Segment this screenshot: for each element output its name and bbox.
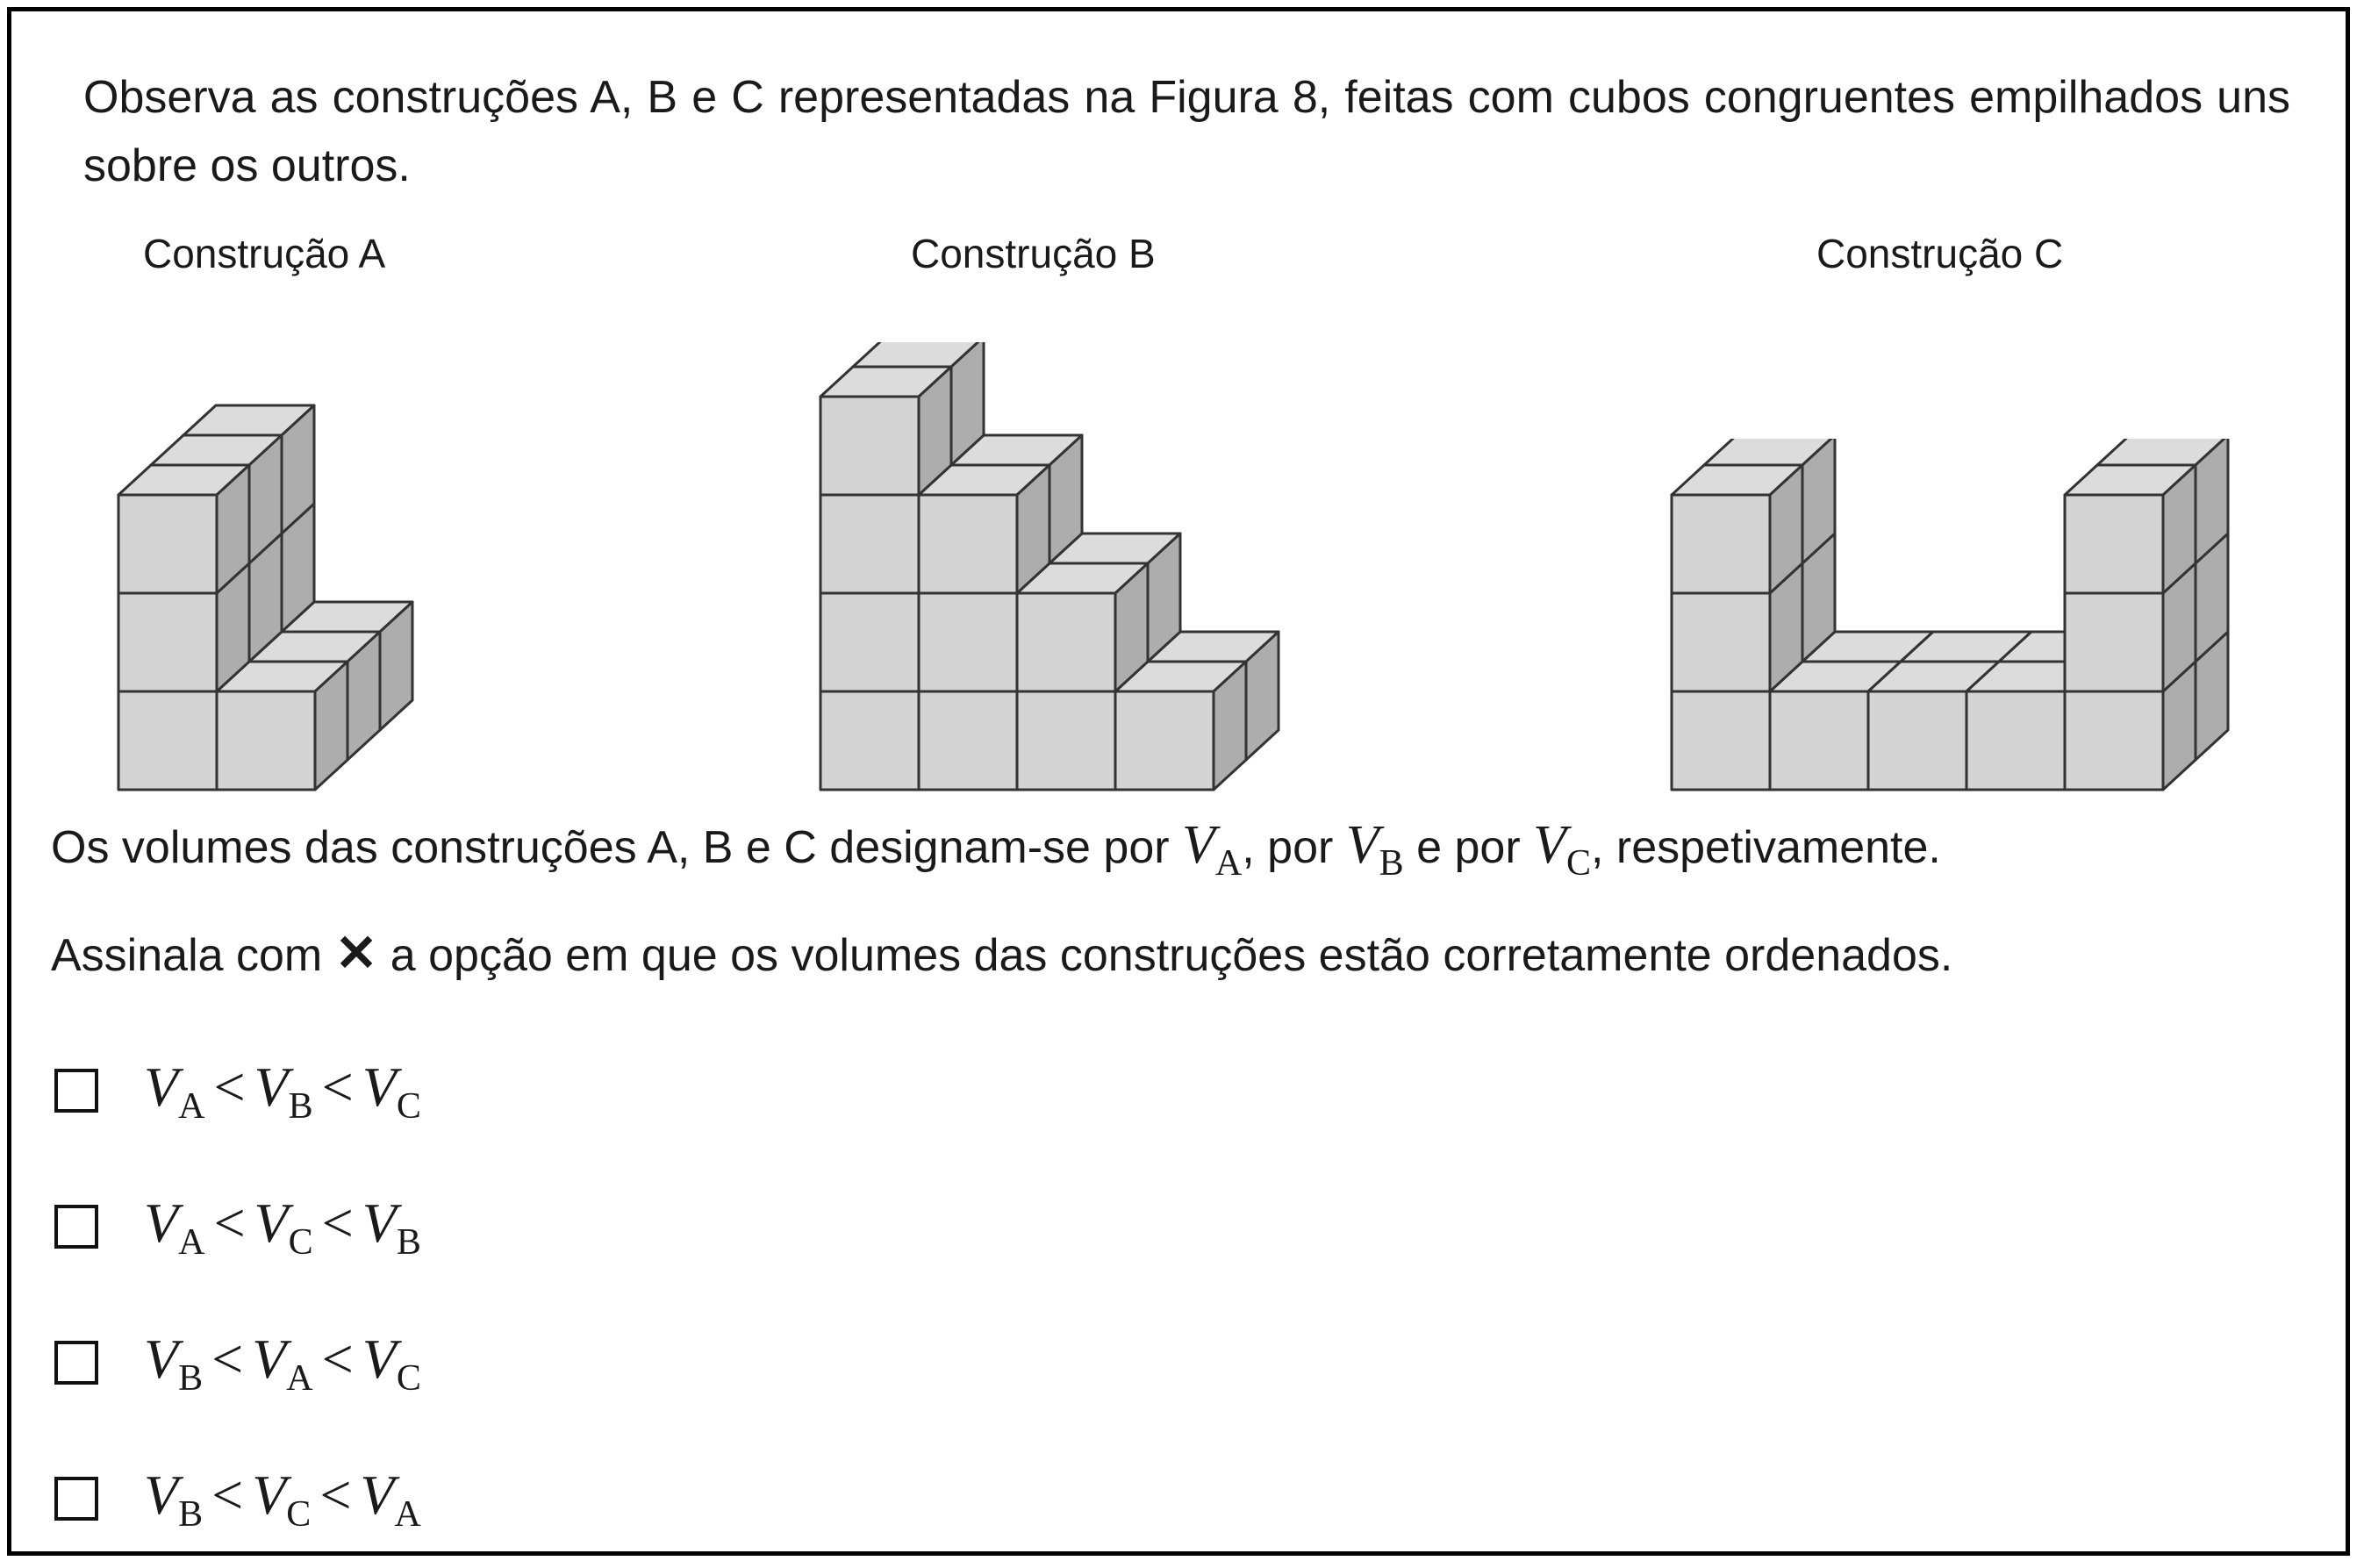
volume-b-symbol: $V_B$ [1345,815,1404,884]
cube [217,662,347,790]
cube [1017,563,1148,691]
option-1[interactable] [54,1051,421,1130]
checkbox-option-3[interactable] [54,1341,98,1385]
cube [1115,662,1246,790]
volume-a-symbol: $V_A$ [1182,815,1243,884]
option-4[interactable] [54,1459,421,1538]
cube [820,367,951,495]
option-2[interactable] [54,1187,421,1266]
checkbox-option-2[interactable] [54,1205,98,1249]
option-1-text: $V_A < V_B < V_C$ [144,1055,421,1127]
volumes-sentence: Os volumes das construções A, B e C designam-se por $V_A$, por $V_B$ e por $V_C$, respetivamente. [51,815,1941,884]
construction-a-figure [105,377,474,798]
construction-b-figure [807,342,1299,798]
volume-c-symbol: $V_C$ [1533,815,1591,884]
checkbox-option-4[interactable] [54,1477,98,1521]
option-3[interactable] [54,1323,421,1402]
question-intro: Observa as construções A, B e C representadas na Figura 8, feitas com cubos congruentes empilhados uns sobre os outros. [83,72,2290,191]
option-2-text: $V_A < V_C < V_B$ [144,1191,421,1263]
cube [1672,465,1802,593]
construction-c-figure [1663,439,2260,798]
label-construction-c: Construção C [1816,231,2064,276]
label-construction-b: Construção B [911,231,1156,276]
instruction-sentence: Assinala com ✕ a opção em que os volumes das construções estão corretamente ordenados. [51,925,1953,982]
option-4-text: $V_B < V_C < V_A$ [144,1463,421,1535]
option-3-text: $V_B < V_A < V_C$ [144,1327,421,1399]
checkbox-option-1[interactable] [54,1069,98,1113]
x-mark-icon: ✕ [334,925,378,982]
cube [118,465,249,593]
label-construction-a: Construção A [143,231,386,276]
cube [2065,465,2196,593]
cube [919,465,1049,593]
